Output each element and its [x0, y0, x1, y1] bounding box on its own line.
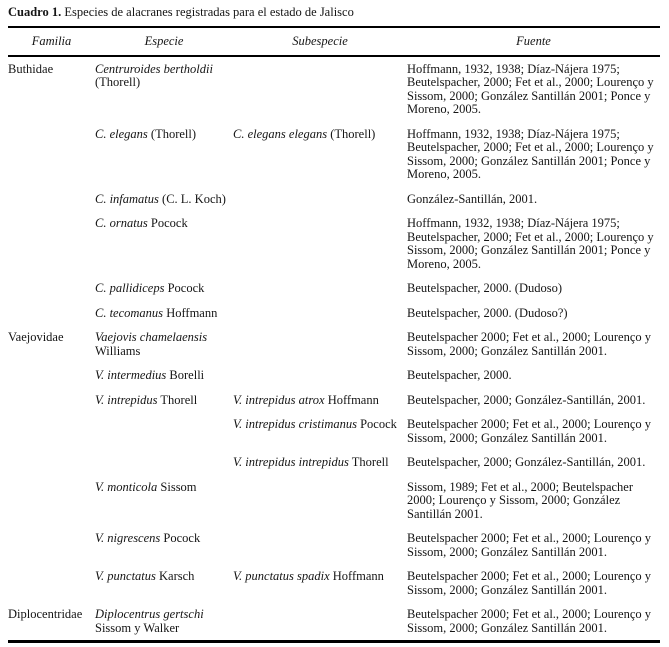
especie-cell: V. punctatus Karsch: [95, 569, 195, 583]
table-body: [8, 56, 660, 642]
table-row: [8, 325, 660, 363]
fuente-cell: Beutelspacher, 2000. (Dudoso?): [407, 305, 568, 320]
table-caption: [8, 4, 669, 20]
table-row: [8, 602, 660, 642]
fuente-cell: Beutelspacher, 2000. (Dudoso): [407, 281, 563, 295]
table-row: [8, 276, 660, 301]
subespecie-cell: [233, 526, 407, 564]
fuente-cell: Beutelspacher, 2000; González-Santillán, 2001.: [407, 455, 646, 469]
table-row: [8, 412, 660, 450]
especie-cell: V. intrepidus Thorell: [95, 392, 198, 407]
familia-cell: Diplocentridae: [8, 607, 83, 621]
fuente-cell: Beutelspacher 2000; Fet et al., 2000; Lourenço y Sissom, 2000; González Santillán 2001.: [407, 417, 652, 445]
familia-cell: [8, 450, 95, 475]
table-row: [8, 187, 660, 212]
table-row: [8, 388, 660, 413]
table-caption-label: Cuadro 1.: [8, 5, 62, 19]
subespecie-cell: V. intrepidus atrox Hoffmann: [233, 392, 379, 407]
fuente-cell: Beutelspacher 2000; Fet et al., 2000; Lourenço y Sissom, 2000; González Santillán 2001.: [407, 330, 652, 358]
fuente-cell: Beutelspacher 2000; Fet et al., 2000; Lourenço y Sissom, 2000; González Santillán 2001.: [407, 569, 652, 597]
subespecie-cell: V. punctatus spadix Hoffmann: [233, 569, 384, 583]
especie-cell: C. elegans (Thorell): [95, 126, 197, 141]
especie-cell: Diplocentrus gertschi Sissom y Walker: [95, 607, 204, 635]
table-row: [8, 564, 660, 602]
fuente-cell: Beutelspacher 2000; Fet et al., 2000; Lourenço y Sissom, 2000; González Santillán 2001.: [407, 607, 652, 635]
subespecie-cell: [233, 56, 407, 122]
familia-cell: [8, 363, 95, 388]
subespecie-cell: [233, 276, 407, 301]
familia-cell: [8, 276, 95, 301]
fuente-cell: Beutelspacher, 2000; González-Santillán, 2001.: [407, 392, 646, 407]
especie-cell: V. nigrescens Pocock: [95, 531, 201, 545]
column-header-familia: Familia: [8, 27, 95, 56]
subespecie-cell: [233, 211, 407, 276]
fuente-cell: Hoffmann, 1932, 1938; Díaz-Nájera 1975; Beutelspacher, 2000; Fet et al., 2000; Lourenço y Sissom, 2000; González Santillán 2001; Ponce y Moreno, 2005.: [407, 126, 654, 181]
table-caption-text: Especies de alacranes registradas para el estado de Jalisco: [61, 5, 354, 19]
table-row: [8, 475, 660, 527]
table-row: [8, 211, 660, 276]
table-row: [8, 301, 660, 326]
fuente-cell: Sissom, 1989; Fet et al., 2000; Beutelspacher 2000; Lourenço y Sissom, 2000; González Santillán 2001.: [407, 479, 634, 521]
familia-cell: [8, 526, 95, 564]
subespecie-cell: [233, 363, 407, 388]
subespecie-cell: [233, 475, 407, 527]
subespecie-cell: [233, 187, 407, 212]
familia-cell: Vaejovidae: [8, 330, 64, 344]
fuente-cell: Beutelspacher, 2000.: [407, 368, 512, 382]
subespecie-cell: [233, 301, 407, 326]
familia-cell: [8, 122, 95, 187]
subespecie-cell: [233, 325, 407, 363]
familia-cell: Buthidae: [8, 61, 54, 76]
table-row: [8, 450, 660, 475]
subespecie-cell: C. elegans elegans (Thorell): [233, 126, 376, 141]
fuente-cell: Hoffmann, 1932, 1938; Díaz-Nájera 1975; Beutelspacher, 2000; Fet et al., 2000; Lourenço y Sissom, 2000; González Santillán 2001; Ponce y Moreno, 2005.: [407, 61, 654, 116]
table-row: [8, 526, 660, 564]
table-row: [8, 122, 660, 187]
especie-cell: C. infamatus (C. L. Koch): [95, 191, 226, 206]
fuente-cell: González-Santillán, 2001.: [407, 191, 538, 206]
familia-cell: [8, 412, 95, 450]
familia-cell: [8, 187, 95, 212]
especie-cell: [95, 450, 233, 475]
subespecie-cell: V. intrepidus cristimanus Pocock: [233, 417, 397, 431]
species-table: [8, 26, 660, 643]
table-row: [8, 363, 660, 388]
column-header-subespecie: Subespecie: [233, 27, 407, 56]
especie-cell: V. monticola Sissom: [95, 479, 197, 494]
document-page: [0, 4, 669, 647]
familia-cell: [8, 211, 95, 276]
familia-cell: [8, 475, 95, 527]
column-header-fuente: Fuente: [407, 27, 660, 56]
especie-cell: Centruroides bertholdii (Thorell): [95, 61, 213, 89]
especie-cell: [95, 412, 233, 450]
column-header-especie: Especie: [95, 27, 233, 56]
familia-cell: [8, 388, 95, 413]
especie-cell: V. intermedius Borelli: [95, 368, 205, 382]
familia-cell: [8, 301, 95, 326]
especie-cell: C. tecomanus Hoffmann: [95, 305, 218, 320]
fuente-cell: Hoffmann, 1932, 1938; Díaz-Nájera 1975; Beutelspacher, 2000; Fet et al., 2000; Lourenço y Sissom, 2000; González Santillán 2001; Ponce y Moreno, 2005.: [407, 216, 654, 271]
fuente-cell: Beutelspacher 2000; Fet et al., 2000; Lourenço y Sissom, 2000; González Santillán 2001.: [407, 531, 652, 559]
familia-cell: [8, 564, 95, 602]
subespecie-cell: [233, 602, 407, 642]
especie-cell: C. ornatus Pocock: [95, 216, 188, 230]
subespecie-cell: V. intrepidus intrepidus Thorell: [233, 455, 389, 469]
especie-cell: C. pallidiceps Pocock: [95, 281, 205, 295]
especie-cell: Vaejovis chamelaensis Williams: [95, 330, 208, 358]
table-header-row: [8, 27, 660, 56]
table-row: [8, 56, 660, 122]
